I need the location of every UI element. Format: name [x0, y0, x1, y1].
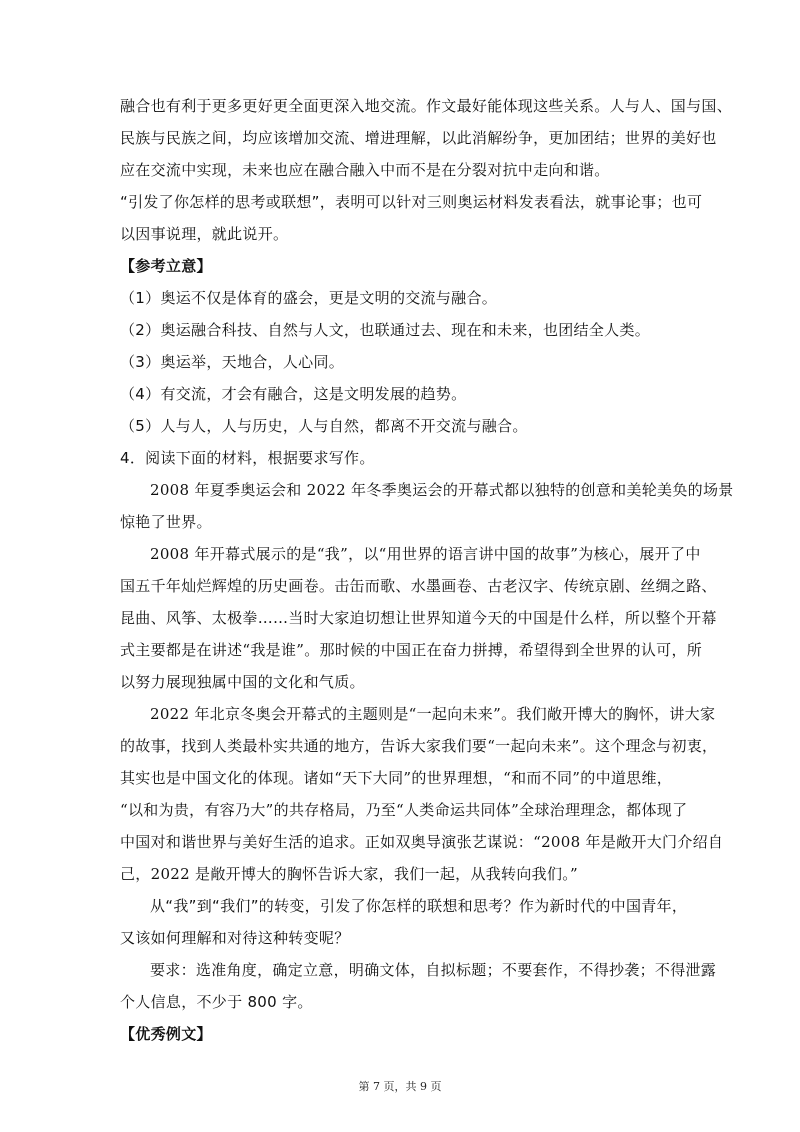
prompt-line: 从“我”到“我们”的转变，引发了你怎样的联想和思考？作为新时代的中国青年， [150, 897, 688, 915]
material-line: 国五千年灿烂辉煌的历史画卷。击缶而歌、水墨画卷、古老汉字、传统京剧、丝绸之路、 [120, 577, 717, 595]
material-line: 惊艳了世界。 [120, 513, 212, 531]
intro-line: 以因事说理，就此说开。 [120, 225, 289, 243]
intro-line: 民族与民族之间，均应该增加交流、增进理解，以此消解纷争，更加团结；世界的美好也 [120, 129, 717, 147]
material-line: 2008 年夏季奥运会和 2022 年冬季奥运会的开幕式都以独特的创意和美轮美奂的场景 [150, 481, 734, 499]
material-line: 2008 年开幕式展示的是“我”，以“用世界的语言讲中国的故事”为核心，展开了中 [150, 545, 701, 563]
example-heading: 【优秀例文】 [120, 1025, 212, 1043]
prompt-line: 又该如何理解和对待这种转变呢？ [120, 929, 350, 947]
material-line: 式主要都是在讲述“我是谁”。那时候的中国正在奋力拼搏，希望得到全世界的认可，所 [120, 641, 703, 659]
reference-item: （2）奥运融合科技、自然与人文，也联通过去、现在和未来，也团结全人类。 [120, 321, 651, 339]
intro-line: 融合也有利于更多更好更全面更深入地交流。作文最好能体现这些关系。人与人、国与国、 [120, 97, 733, 115]
reference-item: （3）奥运举，天地合，人心同。 [120, 353, 345, 371]
material-line: 昆曲、风筝、太极拳……当时大家迫切想让世界知道今天的中国是什么样，所以整个开幕 [120, 609, 717, 627]
material-line: 的故事，找到人类最朴实共通的地方，告诉大家我们要“一起向未来”。这个理念与初衷， [120, 737, 718, 755]
intro-line: “引发了你怎样的思考或联想”，表明可以针对三则奥运材料发表看法，就事论事；也可 [120, 193, 703, 211]
intro-line: 应在交流中实现，未来也应在融合融入中而不是在分裂对抗中走向和谐。 [120, 161, 610, 179]
question-line: 4．阅读下面的材料，根据要求写作。 [120, 449, 375, 467]
page-footer: 第 7 页，共 9 页 [358, 1080, 442, 1093]
prompt-line: 要求：选准角度，确定立意，明确文体，自拟标题；不要套作，不得抄袭；不得泄露 [150, 961, 717, 979]
reference-item: （4）有交流，才会有融合，这是文明发展的趋势。 [120, 385, 467, 403]
material-line: “以和为贵，有容乃大”的共存格局，乃至“人类命运共同体”全球治理理念，都体现了 [120, 801, 688, 819]
material-line: 己，2022 是敞开博大的胸怀告诉大家，我们一起，从我转向我们。” [120, 865, 579, 883]
material-line: 以努力展现独属中国的文化和气质。 [120, 673, 365, 691]
material-line: 其实也是中国文化的体现。诸如“天下大同”的世界理想，“和而不同”的中道思维， [120, 769, 673, 787]
reference-item: （5）人与人，人与历史，人与自然，都离不开交流与融合。 [120, 417, 528, 435]
reference-heading: 【参考立意】 [120, 257, 212, 275]
prompt-line: 个人信息，不少于 800 字。 [120, 993, 313, 1011]
material-line: 2022 年北京冬奥会开幕式的主题则是“一起向未来”。我们敞开博大的胸怀，讲大家 [150, 705, 716, 723]
material-line: 中国对和谐世界与美好生活的追求。正如双奥导演张艺谋说：“2008 年是敞开大门介绍自 [120, 833, 724, 851]
reference-item: （1）奥运不仅是体育的盛会，更是文明的交流与融合。 [120, 289, 498, 307]
